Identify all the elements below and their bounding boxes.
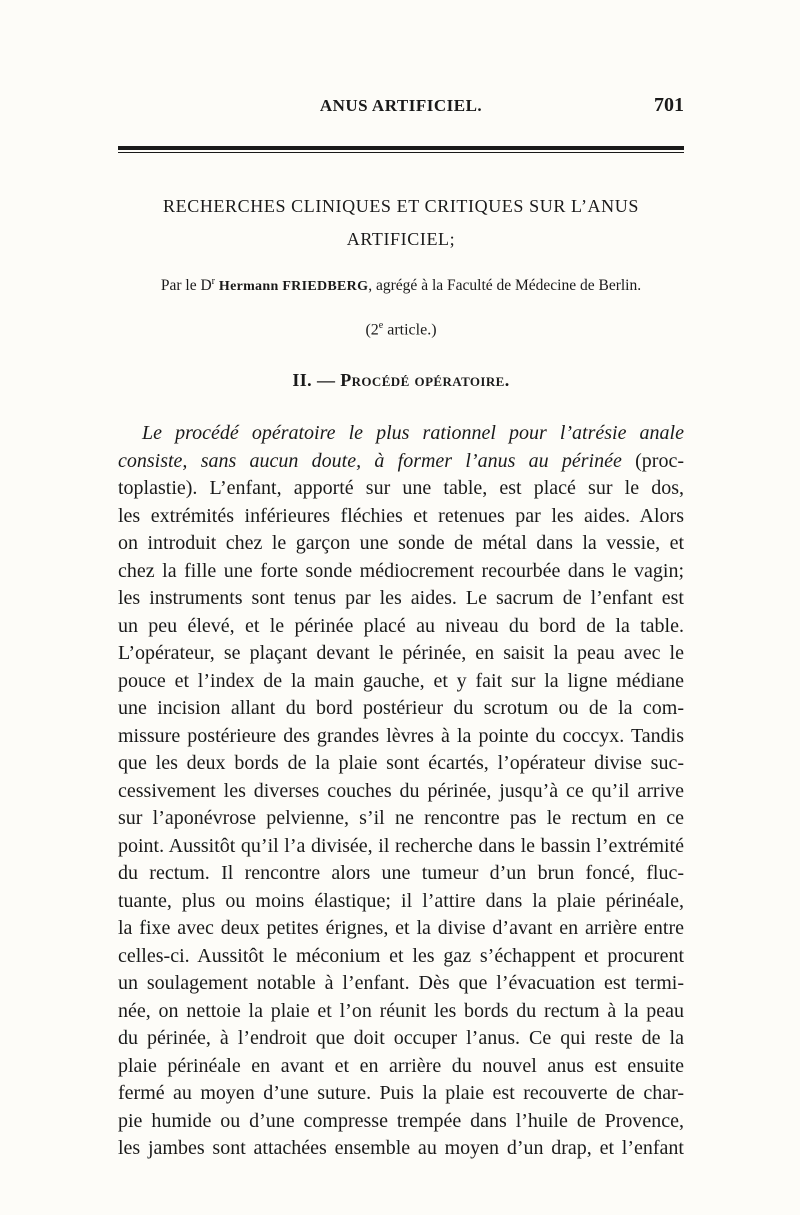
body-line: pie humide ou d’une compresse trempée dans l’huile de Provence, [118,1109,684,1132]
article-number-post: article.) [383,321,437,339]
body-line: du rectum. Il rencontre alors une tumeur d’un brun foncé, fluc- [118,862,684,884]
body-line: on introduit chez le garçon une sonde de métal dans la vessie, et [118,532,684,554]
article-number-pre: (2 [365,321,379,339]
body-line: toplastie). L’enfant, apporté sur une table, est placé sur le dos, [118,477,684,499]
body-line: pouce et l’index de la main gauche, et y fait sur la ligne médiane [118,669,684,692]
body-line: celles-ci. Aussitôt le méconium et les gaz s’échappent et procurent [118,944,684,967]
body-line-rest: (proc- [621,449,684,472]
body-line: née, on nettoie la plaie et l’on réunit les bords du rectum à la peau [118,999,684,1022]
body-line: plaie périnéale en avant et en arrière du nouvel anus est ensuite [118,1054,684,1077]
author-name: Hermann FRIEDBERG [218,279,369,295]
byline [118,276,684,295]
body-line: sur l’aponévrose pelvienne, s’il ne rencontre pas le rectum en ce [118,807,684,829]
body-line [118,448,684,476]
page-number: 701 [654,94,684,116]
header-rule-thin [118,152,684,153]
body-line: un peu élevé, et le périnée placé au niveau du bord de la table. [118,614,684,637]
body-line: L’opérateur, se plaçant devant le périnée, en saisit la peau avec le [118,642,684,664]
header-rule-thick [118,146,684,150]
body-line: Le procédé opératoire le plus rationnel pour l’atrésie anale [142,422,684,444]
article-number [118,320,684,339]
body-line: point. Aussitôt qu’il l’a divisée, il recherche dans le bassin l’extrémité [118,834,684,857]
byline-suffix: , agrégé à la Faculté de Médecine de Berlin. [368,277,642,295]
body-line-italic: consiste, sans aucun doute, à former l’anus au périnée [118,449,622,472]
running-head-title: ANUS ARTIFICIEL. [319,96,483,115]
body-line: du périnée, à l’endroit que doit occuper l’anus. Ce qui reste de la [118,1027,684,1049]
body-line: les extrémités inférieures fléchies et retenues par les aides. Alors [118,504,684,527]
body-line: fermé au moyen d’une suture. Puis la plaie est recouverte de char- [118,1082,684,1104]
article-title-line-2: ARTIFICIEL; [346,229,456,249]
body-line: tuante, plus ou moins élastique; il l’attire dans la plaie périnéale, [118,889,684,912]
body-line: cessivement les diverses couches du périnée, jusqu’à ce qu’il arrive [118,779,684,802]
byline-doctor-sup: r [211,276,215,287]
body-line: les instruments sont tenus par les aides. Le sacrum de l’enfant est [118,587,684,609]
body-text [118,420,684,1163]
body-line: que les deux bords de la plaie sont écartés, l’opérateur divise suc- [118,752,684,774]
body-line: les jambes sont attachées ensemble au moyen d’un drap, et l’enfant [118,1137,684,1159]
body-line: un soulagement notable à l’enfant. Dès que l’évacuation est termi- [118,972,684,994]
body-line: missure postérieure des grandes lèvres à la pointe du coccyx. Tandis [118,724,684,747]
body-line: une incision allant du bord postérieur du scrotum ou de la com- [118,697,684,719]
article-title [118,190,684,256]
article-title-line-1: RECHERCHES CLINIQUES ET CRITIQUES SUR L’ANUS [163,196,639,216]
section-heading: II. — Procédé opératoire. [292,370,510,390]
article-number-sup: e [378,320,384,331]
body-line: chez la fille une forte sonde médiocrement recourbée dans le vagin; [118,559,684,582]
running-head [118,96,684,122]
body-line: la fixe avec deux petites érignes, et la divise d’avant en arrière entre [118,917,684,939]
byline-prefix: Par le D [160,277,212,295]
